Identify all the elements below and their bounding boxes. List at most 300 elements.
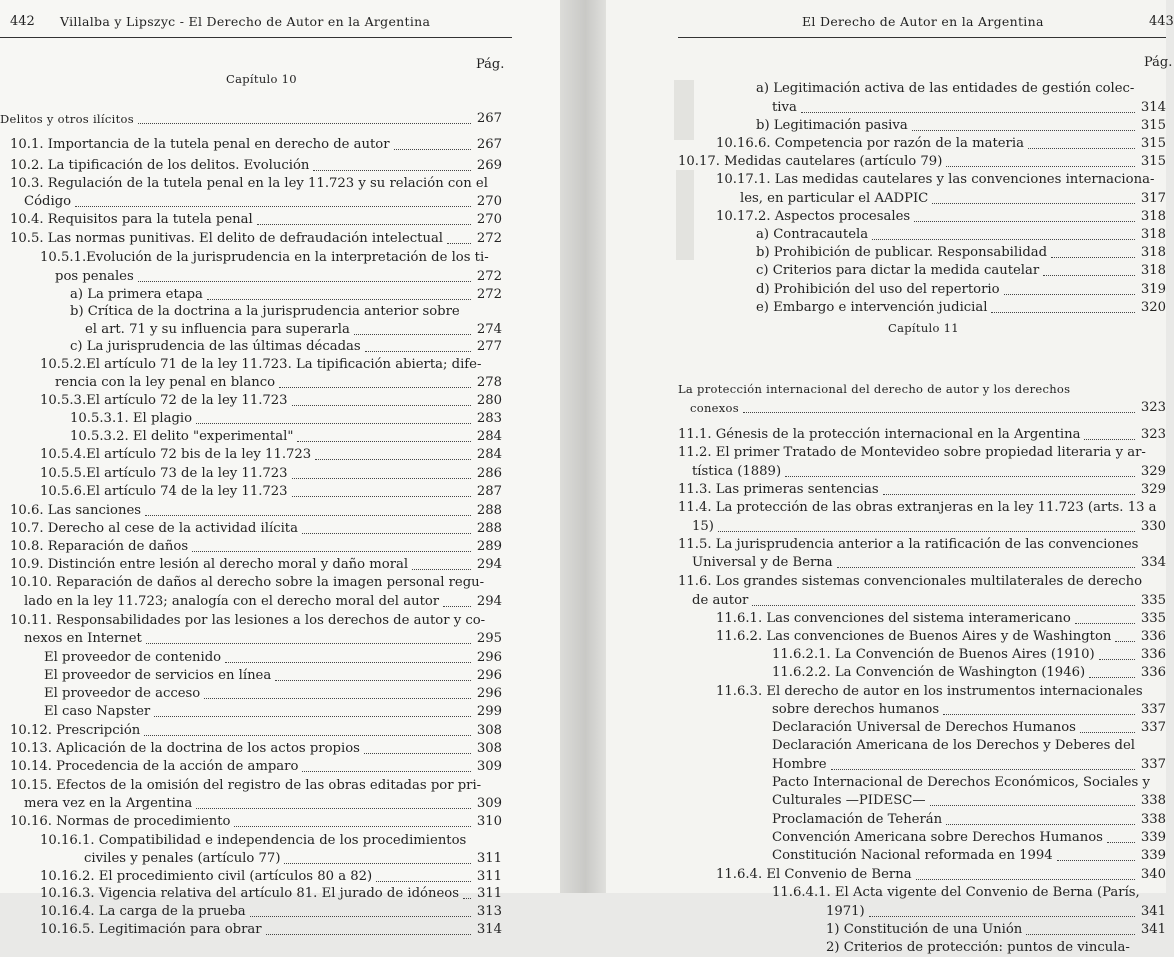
dot-leader xyxy=(914,208,1135,222)
toc-entry-title: Pacto Internacional de Derechos Económicos, Sociales y xyxy=(772,775,1150,790)
toc-entry-title: Hombre xyxy=(772,757,827,772)
toc-entry-title: d) Prohibición del uso del repertorio xyxy=(756,282,1000,297)
toc-page-number: 295 xyxy=(476,631,502,646)
toc-entry-title: b) Crítica de la doctrina a la jurisprudencia anterior sobre xyxy=(70,304,460,319)
toc-entry xyxy=(756,117,1166,135)
dot-leader xyxy=(718,518,1135,532)
dot-leader xyxy=(234,813,470,827)
toc-entry xyxy=(772,792,1166,810)
dot-leader xyxy=(257,211,471,225)
toc-page-number: 267 xyxy=(476,111,502,126)
toc-page-number: 329 xyxy=(1140,482,1166,497)
toc-entry xyxy=(756,80,1134,98)
toc-page-number: 284 xyxy=(476,429,502,444)
toc-entry xyxy=(10,722,502,740)
right-page xyxy=(606,0,1174,955)
dot-leader xyxy=(1004,281,1135,295)
toc-entry xyxy=(716,208,1166,226)
toc-entry xyxy=(40,921,502,939)
toc-entry-title: El caso Napster xyxy=(44,704,151,719)
right-running-head: El Derecho de Autor en la Argentina xyxy=(802,14,1044,29)
toc-page-number: 296 xyxy=(476,686,502,701)
toc-page-number: 337 xyxy=(1140,757,1166,772)
toc-page-number: 311 xyxy=(476,851,502,866)
dot-leader xyxy=(376,868,471,882)
dot-leader xyxy=(785,463,1135,477)
toc-entry xyxy=(44,667,502,685)
toc-page-number: 286 xyxy=(476,466,502,481)
toc-entry-title: Código xyxy=(24,194,72,209)
toc-page-number: 299 xyxy=(476,704,502,719)
toc-entry-title: Culturales —PIDESC— xyxy=(772,793,926,808)
toc-page-number: 280 xyxy=(476,393,502,408)
toc-entry-title: 11.4. La protección de las obras extranjeras en la ley 11.723 (arts. 13 a xyxy=(678,500,1157,515)
toc-entry xyxy=(40,832,466,850)
toc-entry xyxy=(772,884,1140,902)
toc-entry-title: 10.5.2.El artículo 71 de la ley 11.723. La tipificación abierta; dife- xyxy=(40,357,482,372)
toc-entry xyxy=(84,850,502,868)
dot-leader xyxy=(154,703,471,717)
dot-leader xyxy=(365,338,471,352)
toc-entry-title: civiles y penales (artículo 77) xyxy=(84,851,281,866)
toc-entry xyxy=(40,868,502,886)
toc-entry xyxy=(716,683,1143,701)
dot-leader xyxy=(801,99,1135,113)
toc-entry xyxy=(40,249,489,267)
toc-entry xyxy=(772,829,1166,847)
left-running-head: Villalba y Lipszyc - El Derecho de Autor en la Argentina xyxy=(60,14,431,29)
toc-entry-title: les, en particular el AADPIC xyxy=(740,191,929,206)
toc-entry xyxy=(10,230,502,248)
toc-page-number: 309 xyxy=(476,796,502,811)
dot-leader xyxy=(1051,244,1135,258)
dot-leader xyxy=(831,756,1135,770)
toc-entry xyxy=(70,303,460,321)
toc-page-number: 319 xyxy=(1140,282,1166,297)
toc-entry xyxy=(70,410,502,428)
toc-entry-title: el art. 71 y su influencia para superarla xyxy=(85,322,350,337)
toc-entry xyxy=(70,338,502,356)
dot-leader xyxy=(1057,847,1135,861)
toc-entry-title: Universal y de Berna xyxy=(692,555,833,570)
toc-entry-title: 10.17.1. Las medidas cautelares y las convenciones internaciona- xyxy=(716,172,1155,187)
toc-entry-title: de autor xyxy=(692,593,749,608)
dot-leader xyxy=(302,520,471,534)
toc-entry-title: 11.6.1. Las convenciones del sistema interamericano xyxy=(716,611,1071,626)
toc-page-number: 267 xyxy=(476,137,502,152)
toc-page-number: 335 xyxy=(1140,593,1166,608)
toc-entry-title: El proveedor de servicios en línea xyxy=(44,668,272,683)
toc-entry-title: rencia con la ley penal en blanco xyxy=(55,375,276,390)
dot-leader xyxy=(991,299,1134,313)
toc-entry xyxy=(10,502,502,520)
toc-entry-title: 10.13. Aplicación de la doctrina de los actos propios xyxy=(10,741,360,756)
dot-leader xyxy=(752,592,1134,606)
toc-entry xyxy=(692,554,1166,572)
toc-page-number: 272 xyxy=(476,287,502,302)
dot-leader xyxy=(354,321,471,335)
bleed-through-mark xyxy=(674,80,694,140)
toc-entry xyxy=(772,99,1166,117)
dot-leader xyxy=(145,502,471,516)
toc-entry xyxy=(10,211,502,229)
toc-page-number: 329 xyxy=(1140,464,1166,479)
dot-leader xyxy=(250,903,471,917)
toc-entry-title: 10.11. Responsabilidades por las lesiones a los derechos de autor y co- xyxy=(10,613,486,628)
dot-leader xyxy=(313,157,470,171)
dot-leader xyxy=(284,850,470,864)
toc-entry xyxy=(40,356,481,374)
toc-page-number: 288 xyxy=(476,503,502,518)
toc-page-number: 334 xyxy=(1140,555,1166,570)
toc-entry xyxy=(10,556,502,574)
toc-entry-title: 11.6.3. El derecho de autor en los instrumentos internacionales xyxy=(716,684,1143,699)
toc-page-number: 314 xyxy=(1140,100,1166,115)
right-header-rule xyxy=(678,37,1166,38)
toc-entry-title: 1) Constitución de una Unión xyxy=(826,922,1023,937)
toc-entry xyxy=(10,520,502,538)
dot-leader xyxy=(196,795,471,809)
toc-page-number: 308 xyxy=(476,723,502,738)
toc-entry xyxy=(678,153,1166,171)
dot-leader xyxy=(946,811,1135,825)
toc-entry-title: 10.5.3.2. El delito "experimental" xyxy=(70,429,294,444)
toc-page-number: 341 xyxy=(1140,904,1166,919)
toc-entry xyxy=(826,921,1166,939)
toc-entry-title: 11.3. Las primeras sentencias xyxy=(678,482,879,497)
toc-entry xyxy=(772,701,1166,719)
dot-leader xyxy=(138,110,471,124)
toc-entry-title: conexos xyxy=(690,401,739,415)
toc-entry-title: lado en la ley 11.723; analogía con el derecho moral del autor xyxy=(24,594,440,609)
toc-page-number: 330 xyxy=(1140,519,1166,534)
dot-leader xyxy=(837,554,1135,568)
toc-entry-title: 11.6.4. El Convenio de Berna xyxy=(716,867,912,882)
toc-entry-title: 10.17.2. Aspectos procesales xyxy=(716,209,911,224)
toc-entry xyxy=(70,286,502,304)
dot-leader xyxy=(196,410,471,424)
toc-entry xyxy=(756,244,1166,262)
dot-leader xyxy=(443,593,471,607)
toc-entry xyxy=(10,574,484,592)
dot-leader xyxy=(144,722,471,736)
toc-entry-title: 11.6.2.2. La Convención de Washington (1946) xyxy=(772,665,1086,680)
dot-leader xyxy=(279,374,471,388)
toc-entry xyxy=(692,463,1166,481)
toc-entry xyxy=(690,399,1166,417)
toc-entry-title: Declaración Universal de Derechos Humanos xyxy=(772,720,1076,735)
toc-entry xyxy=(716,628,1166,646)
bleed-through-mark xyxy=(676,170,694,260)
toc-entry-title: 10.5.3.1. El plagio xyxy=(70,411,193,426)
toc-entry xyxy=(40,392,502,410)
toc-entry xyxy=(716,610,1166,628)
toc-page-number: 313 xyxy=(476,904,502,919)
toc-entry-title: 10.16.3. Vigencia relativa del artículo 81. El jurado de idóneos xyxy=(40,886,459,901)
toc-page-number: 336 xyxy=(1140,665,1166,680)
toc-entry xyxy=(24,193,502,211)
toc-entry xyxy=(740,190,1166,208)
dot-leader xyxy=(932,190,1135,204)
dot-leader xyxy=(207,286,471,300)
toc-entry xyxy=(10,538,502,556)
toc-entry xyxy=(44,703,502,721)
dot-leader xyxy=(1089,664,1135,678)
toc-entry-title: Convención Americana sobre Derechos Humanos xyxy=(772,830,1103,845)
toc-entry xyxy=(678,499,1157,517)
toc-entry-title: tiva xyxy=(772,100,797,115)
toc-page-number: 270 xyxy=(476,212,502,227)
toc-entry xyxy=(716,135,1166,153)
dot-leader xyxy=(1028,135,1135,149)
dot-leader xyxy=(916,866,1135,880)
toc-entry-title: El proveedor de acceso xyxy=(44,686,201,701)
toc-entry xyxy=(10,175,488,193)
toc-entry-title: a) La primera etapa xyxy=(70,287,203,302)
toc-entry xyxy=(10,813,502,831)
dot-leader xyxy=(266,921,471,935)
toc-page-number: 323 xyxy=(1140,400,1166,415)
toc-entry-title: nexos en Internet xyxy=(24,631,142,646)
toc-entry xyxy=(10,758,502,776)
toc-page-number: 272 xyxy=(476,231,502,246)
toc-entry xyxy=(756,281,1166,299)
toc-page-number: 315 xyxy=(1140,136,1166,151)
toc-entry xyxy=(10,136,502,154)
left-header-rule xyxy=(0,37,512,38)
toc-page-number: 287 xyxy=(476,484,502,499)
toc-entry xyxy=(692,592,1166,610)
toc-page-number: 311 xyxy=(476,869,502,884)
toc-page-number: 296 xyxy=(476,668,502,683)
toc-entry-title: 15) xyxy=(692,519,714,534)
toc-page-number: 317 xyxy=(1140,191,1166,206)
toc-entry-title: pos penales xyxy=(55,269,134,284)
toc-entry-title: 10.14. Procedencia de la acción de amparo xyxy=(10,759,299,774)
dot-leader xyxy=(447,230,471,244)
toc-entry-title: 10.5.3.El artículo 72 de la ley 11.723 xyxy=(40,393,288,408)
toc-page-number: 336 xyxy=(1140,629,1166,644)
toc-entry-title: 11.5. La jurisprudencia anterior a la ratificación de las convenciones xyxy=(678,537,1139,552)
toc-page-number: 340 xyxy=(1140,867,1166,882)
toc-page-number: 337 xyxy=(1140,720,1166,735)
toc-entry-title: 10.6. Las sanciones xyxy=(10,503,142,518)
toc-entry-title: mera vez en la Argentina xyxy=(24,796,193,811)
toc-entry-title: 10.5.6.El artículo 74 de la ley 11.723 xyxy=(40,484,288,499)
toc-page-number: 336 xyxy=(1140,647,1166,662)
toc-entry-title: sobre derechos humanos xyxy=(772,702,940,717)
left-page xyxy=(0,0,560,937)
toc-page-number: 277 xyxy=(476,339,502,354)
toc-entry xyxy=(10,157,502,175)
toc-entry xyxy=(772,664,1166,682)
toc-page-number: 289 xyxy=(476,539,502,554)
toc-entry-title: 11.6.2.1. La Convención de Buenos Aires (1910) xyxy=(772,647,1095,662)
toc-entry xyxy=(70,428,502,446)
toc-entry-title: 11.2. El primer Tratado de Montevideo sobre propiedad literaria y ar- xyxy=(678,445,1146,460)
toc-entry-title: 11.1. Génesis de la protección internacional en la Argentina xyxy=(678,427,1081,442)
toc-page-number: 335 xyxy=(1140,611,1166,626)
toc-entry xyxy=(716,171,1154,189)
dot-leader xyxy=(883,481,1135,495)
dot-leader xyxy=(872,226,1135,240)
toc-page-number: 278 xyxy=(476,375,502,390)
toc-entry-title: Delitos y otros ilícitos xyxy=(0,112,134,126)
dot-leader xyxy=(394,136,471,150)
dot-leader xyxy=(364,740,471,754)
toc-entry-title: 10.9. Distinción entre lesión al derecho moral y daño moral xyxy=(10,557,409,572)
toc-page-number: 339 xyxy=(1140,830,1166,845)
toc-entry-title: El proveedor de contenido xyxy=(44,650,222,665)
toc-entry-title: 10.16.5. Legitimación para obrar xyxy=(40,922,262,937)
toc-entry-title: Declaración Americana de los Derechos y Deberes del xyxy=(772,738,1136,753)
toc-entry xyxy=(756,299,1166,317)
toc-entry-title: La protección internacional del derecho de autor y los derechos xyxy=(678,382,1071,396)
dot-leader xyxy=(297,428,470,442)
toc-page-number: 283 xyxy=(476,411,502,426)
toc-entry-title: b) Prohibición de publicar. Responsabilidad xyxy=(756,245,1048,260)
toc-entry xyxy=(826,903,1166,921)
toc-entry-title: tística (1889) xyxy=(692,464,782,479)
right-pag-label: Pág. xyxy=(1144,55,1173,70)
toc-entry-title: 10.4. Requisitos para la tutela penal xyxy=(10,212,253,227)
dot-leader xyxy=(946,153,1134,167)
toc-entry-title: c) Criterios para dictar la medida cautelar xyxy=(756,263,1040,278)
dot-leader xyxy=(743,399,1135,413)
toc-entry-title: c) La jurisprudencia de las últimas décadas xyxy=(70,339,361,354)
toc-entry-title: 10.2. La tipificación de los delitos. Evolución xyxy=(10,158,310,173)
toc-page-number: 270 xyxy=(476,194,502,209)
toc-page-number: 284 xyxy=(476,447,502,462)
toc-entry xyxy=(24,593,502,611)
toc-entry-title: 2) Criterios de protección: puntos de vincula- xyxy=(826,940,1130,955)
dot-leader xyxy=(1026,921,1135,935)
toc-entry-title: 10.12. Prescripción xyxy=(10,723,141,738)
toc-entry xyxy=(55,374,502,392)
dot-leader xyxy=(1080,719,1135,733)
dot-leader xyxy=(302,758,470,772)
toc-page-number: 294 xyxy=(476,594,502,609)
toc-page-number: 338 xyxy=(1140,812,1166,827)
toc-entry-title: 10.16.1. Compatibilidad e independencia de los procedimientos xyxy=(40,833,467,848)
dot-leader xyxy=(869,903,1135,917)
toc-page-number: 296 xyxy=(476,650,502,665)
toc-entry-title: 10.17. Medidas cautelares (artículo 79) xyxy=(678,154,943,169)
toc-entry xyxy=(24,795,502,813)
toc-entry xyxy=(0,110,502,128)
dot-leader xyxy=(275,667,471,681)
dot-leader xyxy=(912,117,1135,131)
dot-leader xyxy=(412,556,471,570)
toc-entry xyxy=(40,903,502,921)
toc-entry xyxy=(10,740,502,758)
toc-entry xyxy=(24,630,502,648)
right-chapter-heading: Capítulo 11 xyxy=(888,321,959,335)
toc-page-number: 308 xyxy=(476,741,502,756)
dot-leader xyxy=(1075,610,1135,624)
toc-entry xyxy=(756,226,1166,244)
toc-page-number: 314 xyxy=(476,922,502,937)
toc-entry xyxy=(40,446,502,464)
toc-entry xyxy=(40,465,502,483)
dot-leader xyxy=(75,193,471,207)
dot-leader xyxy=(292,465,471,479)
left-chapter-heading: Capítulo 10 xyxy=(226,72,297,86)
toc-page-number: 311 xyxy=(476,886,503,901)
toc-entry xyxy=(826,939,1130,957)
toc-page-number: 323 xyxy=(1140,427,1166,442)
toc-entry-title: 10.3. Regulación de la tutela penal en la ley 11.723 y su relación con el xyxy=(10,176,488,191)
dot-leader xyxy=(225,649,471,663)
dot-leader xyxy=(204,685,471,699)
toc-page-number: 310 xyxy=(476,814,502,829)
toc-page-number: 269 xyxy=(476,158,502,173)
dot-leader xyxy=(1084,426,1134,440)
toc-page-number: 318 xyxy=(1140,227,1166,242)
toc-page-number: 338 xyxy=(1140,793,1166,808)
dot-leader xyxy=(1043,262,1135,276)
toc-page-number: 341 xyxy=(1140,922,1166,937)
toc-entry-title: 10.16.4. La carga de la prueba xyxy=(40,904,246,919)
toc-page-number: 320 xyxy=(1140,300,1166,315)
toc-entry-title: 10.5. Las normas punitivas. El delito de defraudación intelectual xyxy=(10,231,444,246)
toc-page-number: 318 xyxy=(1140,263,1166,278)
dot-leader xyxy=(292,483,471,497)
toc-page-number: 272 xyxy=(476,269,502,284)
dot-leader xyxy=(930,792,1135,806)
dot-leader xyxy=(138,268,471,282)
toc-entry-title: a) Legitimación activa de las entidades de gestión colec- xyxy=(756,81,1135,96)
toc-entry-title: 10.10. Reparación de daños al derecho sobre la imagen personal regu- xyxy=(10,575,485,590)
toc-entry-title: b) Legitimación pasiva xyxy=(756,118,908,133)
toc-entry-title: 10.5.4.El artículo 72 bis de la ley 11.723 xyxy=(40,447,312,462)
toc-entry xyxy=(85,321,502,339)
toc-page-number: 315 xyxy=(1140,154,1166,169)
toc-entry xyxy=(756,262,1166,280)
toc-entry-title: 11.6.4.1. El Acta vigente del Convenio de Berna (París, xyxy=(772,885,1140,900)
toc-entry xyxy=(772,737,1135,755)
toc-entry-title: 11.6. Los grandes sistemas convencionales multilaterales de derecho xyxy=(678,574,1143,589)
dot-leader xyxy=(192,538,471,552)
toc-entry xyxy=(44,685,502,703)
toc-entry xyxy=(40,885,502,903)
toc-entry xyxy=(678,481,1166,499)
toc-entry xyxy=(10,777,481,795)
toc-page-number: 309 xyxy=(476,759,502,774)
dot-leader xyxy=(463,885,471,899)
dot-leader xyxy=(315,446,471,460)
toc-page-number: 339 xyxy=(1140,848,1166,863)
toc-page-number: 318 xyxy=(1140,209,1166,224)
toc-page-number: 318 xyxy=(1140,245,1166,260)
toc-entry xyxy=(692,518,1166,536)
toc-entry xyxy=(678,536,1138,554)
toc-entry xyxy=(678,573,1142,591)
toc-entry xyxy=(772,847,1166,865)
toc-entry xyxy=(678,444,1146,462)
toc-entry-title: Proclamación de Teherán xyxy=(772,812,943,827)
toc-entry xyxy=(772,774,1150,792)
toc-entry xyxy=(772,719,1166,737)
toc-page-number: 294 xyxy=(476,557,502,572)
toc-entry-title: 10.16.6. Competencia por razón de la materia xyxy=(716,136,1024,151)
toc-entry-title: 10.1. Importancia de la tutela penal en derecho de autor xyxy=(10,137,390,152)
dot-leader xyxy=(146,630,471,644)
toc-entry-title: 10.15. Efectos de la omisión del registro de las obras editadas por pri- xyxy=(10,778,482,793)
toc-entry xyxy=(716,866,1166,884)
dot-leader xyxy=(1107,829,1135,843)
toc-entry xyxy=(772,811,1166,829)
